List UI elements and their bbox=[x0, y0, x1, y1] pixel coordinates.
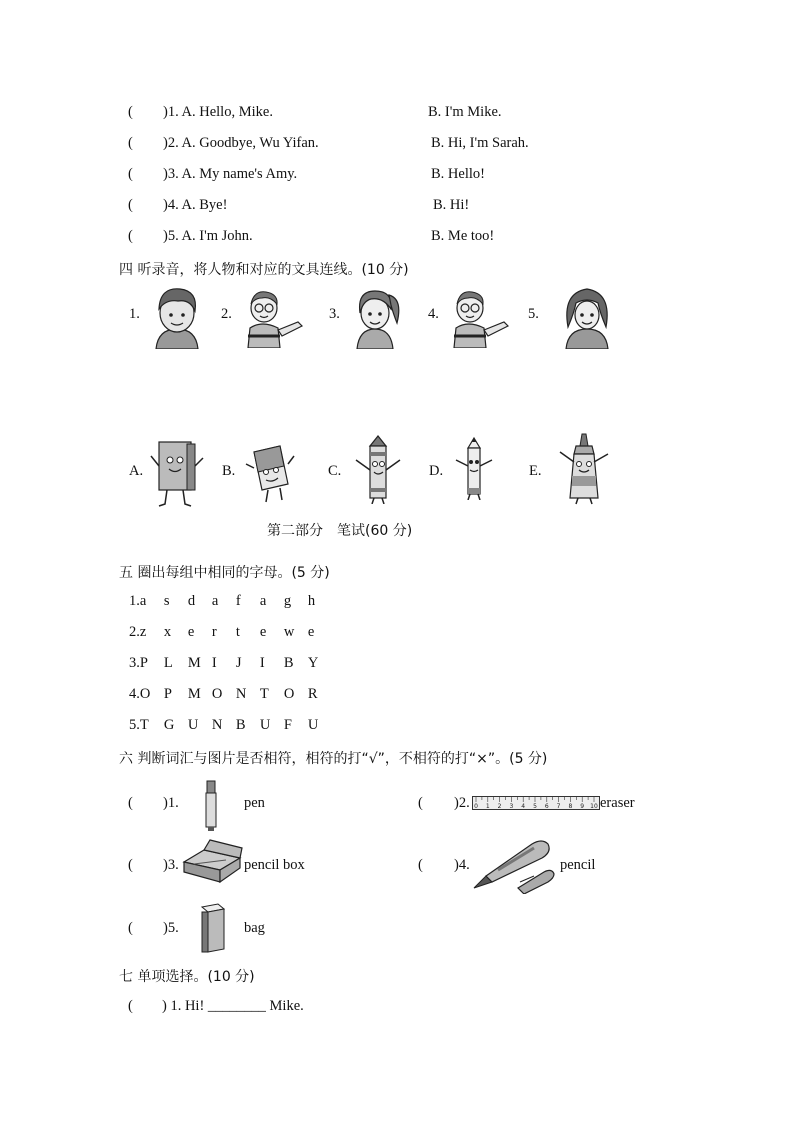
letter[interactable]: w bbox=[283, 624, 295, 640]
q1-option-b: B. I'm Mike. bbox=[428, 104, 502, 120]
letter[interactable]: R bbox=[307, 686, 318, 702]
q4-option-a: )4. A. Bye! bbox=[163, 197, 228, 213]
letter[interactable]: J bbox=[235, 655, 242, 671]
ruler-number: 8 bbox=[568, 803, 573, 810]
book-icon bbox=[198, 903, 226, 955]
letter[interactable]: e bbox=[259, 624, 267, 640]
item-label: D. bbox=[429, 463, 444, 479]
row-label: 3. bbox=[129, 655, 140, 671]
q3-option-a: )3. A. My name's Amy. bbox=[163, 166, 298, 182]
answer-paren[interactable]: ( bbox=[128, 998, 133, 1014]
marker-icon bbox=[203, 780, 219, 832]
letter[interactable]: s bbox=[163, 593, 170, 609]
person-label: 2. bbox=[221, 306, 232, 322]
ruler-number: 0 bbox=[474, 803, 478, 810]
item-label: B. bbox=[222, 463, 236, 479]
letter[interactable]: g bbox=[283, 593, 292, 609]
crayon-character-icon[interactable] bbox=[352, 434, 404, 504]
letter[interactable]: a bbox=[211, 593, 219, 609]
letter[interactable]: P bbox=[139, 655, 148, 671]
s6-item2-word: eraser bbox=[600, 795, 635, 811]
q2-option-a: )2. A. Goodbye, Wu Yifan. bbox=[163, 135, 319, 151]
letter-row-3 bbox=[129, 655, 332, 672]
person-label: 5. bbox=[528, 306, 539, 322]
answer-paren[interactable]: ( bbox=[128, 795, 133, 811]
letter[interactable]: t bbox=[235, 624, 240, 640]
letter[interactable]: M bbox=[187, 655, 201, 671]
pen-icon bbox=[472, 838, 556, 894]
q1-option-a: )1. A. Hello, Mike. bbox=[163, 104, 273, 120]
section5-title: 五 圈出每组中相同的字母。(5 分) bbox=[119, 565, 330, 581]
boy-glasses-pointing-icon[interactable] bbox=[242, 288, 306, 348]
letter-row-5 bbox=[129, 717, 332, 734]
letter[interactable]: x bbox=[163, 624, 172, 640]
q5-option-b: B. Me too! bbox=[431, 228, 495, 244]
girl-bob-icon[interactable] bbox=[560, 283, 614, 349]
s6-item2-num: )2. bbox=[454, 795, 470, 811]
answer-paren[interactable]: ( bbox=[128, 197, 133, 213]
letter[interactable]: f bbox=[235, 593, 241, 609]
pencil-character-icon[interactable] bbox=[450, 436, 498, 500]
answer-paren[interactable]: ( bbox=[128, 135, 133, 151]
book-character-icon[interactable] bbox=[149, 436, 205, 508]
q5-option-a: )5. A. I'm John. bbox=[163, 228, 253, 244]
letter[interactable]: P bbox=[163, 686, 172, 702]
row-label: 5. bbox=[129, 717, 140, 733]
answer-paren[interactable]: ( bbox=[128, 166, 133, 182]
ruler-number: 5 bbox=[533, 803, 537, 810]
answer-paren[interactable]: ( bbox=[418, 857, 423, 873]
section4-title: 四 听录音，将人物和对应的文具连线。(10 分) bbox=[119, 262, 409, 278]
letter[interactable]: T bbox=[259, 686, 269, 702]
pencil-box-icon bbox=[180, 838, 244, 886]
ruler-number: 10 bbox=[590, 803, 598, 810]
letter[interactable]: B bbox=[235, 717, 246, 733]
ruler-number: 1 bbox=[485, 803, 490, 810]
person-label: 4. bbox=[428, 306, 439, 322]
row-label: 2. bbox=[129, 624, 140, 640]
item-label: C. bbox=[328, 463, 342, 479]
ruler-number: 2 bbox=[497, 803, 502, 810]
letter[interactable]: z bbox=[139, 624, 147, 640]
answer-paren[interactable]: ( bbox=[418, 795, 423, 811]
boy-portrait-icon[interactable] bbox=[150, 283, 204, 349]
s6-item1-word: pen bbox=[244, 795, 265, 811]
answer-paren[interactable]: ( bbox=[128, 104, 133, 120]
boy-glasses-pointing-icon-2[interactable] bbox=[448, 288, 512, 348]
letter[interactable]: G bbox=[163, 717, 175, 733]
letter[interactable]: a bbox=[259, 593, 267, 609]
item-label: A. bbox=[129, 463, 144, 479]
ruler-icon bbox=[472, 796, 600, 810]
letter[interactable]: r bbox=[211, 624, 217, 640]
s6-item1-num: )1. bbox=[163, 795, 179, 811]
letter[interactable]: F bbox=[283, 717, 292, 733]
letter[interactable]: L bbox=[163, 655, 173, 671]
row-label: 4. bbox=[129, 686, 140, 702]
letter[interactable]: I bbox=[211, 655, 217, 671]
answer-paren[interactable]: ( bbox=[128, 920, 133, 936]
q2-option-b: B. Hi, I'm Sarah. bbox=[431, 135, 529, 151]
letter[interactable]: Y bbox=[307, 655, 319, 671]
s6-item3-num: )3. bbox=[163, 857, 179, 873]
part2-title: 第二部分 笔试(60 分) bbox=[267, 523, 413, 539]
letter[interactable]: M bbox=[187, 686, 201, 702]
ruler-number: 4 bbox=[521, 803, 526, 810]
row-label: 1. bbox=[129, 593, 140, 609]
letter[interactable]: e bbox=[307, 624, 315, 640]
girl-ponytail-icon[interactable] bbox=[351, 283, 403, 349]
ruler-number: 9 bbox=[580, 803, 585, 810]
letter[interactable]: O bbox=[139, 686, 151, 702]
letter[interactable]: U bbox=[307, 717, 319, 733]
person-label: 3. bbox=[329, 306, 340, 322]
letter[interactable]: O bbox=[211, 686, 223, 702]
s6-item5-word: bag bbox=[244, 920, 265, 936]
letter[interactable]: U bbox=[259, 717, 271, 733]
letter[interactable]: a bbox=[139, 593, 147, 609]
letter[interactable]: d bbox=[187, 593, 196, 609]
answer-paren[interactable]: ( bbox=[128, 857, 133, 873]
q4-option-b: B. Hi! bbox=[433, 197, 470, 213]
q3-option-b: B. Hello! bbox=[431, 166, 485, 182]
eraser-character-icon[interactable] bbox=[244, 440, 296, 504]
item-label: E. bbox=[529, 463, 542, 479]
letter[interactable]: B bbox=[283, 655, 294, 671]
letter[interactable]: N bbox=[235, 686, 247, 702]
letter[interactable]: N bbox=[211, 717, 223, 733]
s6-item5-num: )5. bbox=[163, 920, 179, 936]
ruler-number: 6 bbox=[544, 803, 549, 810]
letter[interactable]: T bbox=[139, 717, 149, 733]
glue-character-icon[interactable] bbox=[556, 432, 612, 506]
answer-paren[interactable]: ( bbox=[128, 228, 133, 244]
letter[interactable]: e bbox=[187, 624, 195, 640]
ruler-number: 3 bbox=[509, 803, 514, 810]
letter[interactable]: h bbox=[307, 593, 316, 609]
section6-title: 六 判断词汇与图片是否相符，相符的打“√”，不相符的打“×”。(5 分) bbox=[119, 751, 548, 767]
letter-row-4 bbox=[129, 686, 332, 703]
s6-item4-num: )4. bbox=[454, 857, 470, 873]
s7-question-1: ) 1. Hi! ________ Mike. bbox=[162, 998, 304, 1014]
s6-item3-word: pencil box bbox=[244, 857, 305, 873]
letter-row-1 bbox=[129, 593, 332, 610]
ruler-number: 7 bbox=[556, 803, 561, 810]
person-label: 1. bbox=[129, 306, 140, 322]
letter[interactable]: O bbox=[283, 686, 295, 702]
section7-title: 七 单项选择。(10 分) bbox=[119, 969, 255, 985]
letter-row-2 bbox=[129, 624, 332, 641]
s6-item4-word: pencil bbox=[560, 857, 596, 873]
letter[interactable]: U bbox=[187, 717, 199, 733]
letter[interactable]: I bbox=[259, 655, 265, 671]
